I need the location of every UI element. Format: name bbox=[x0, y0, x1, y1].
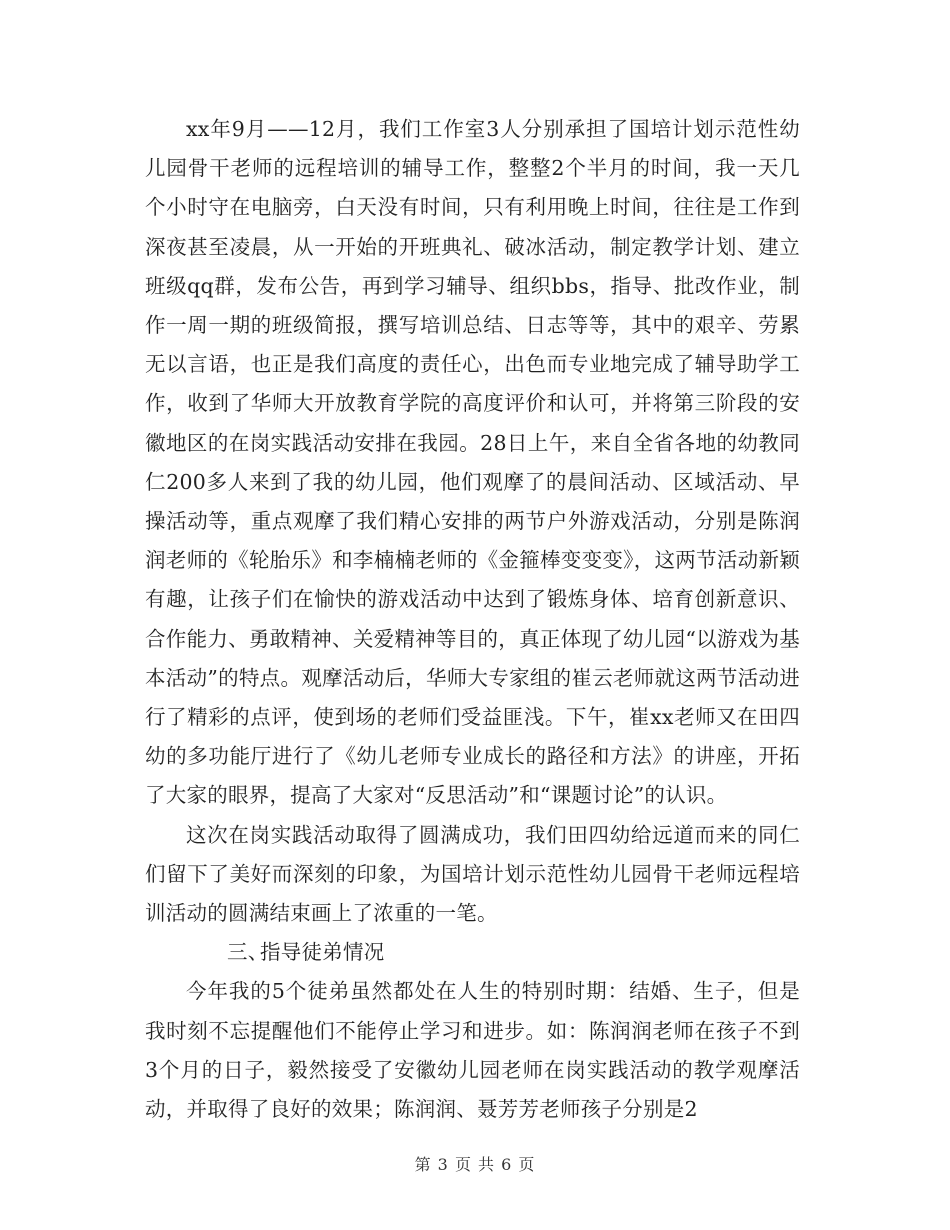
page-number-footer: 第 3 页 共 6 页 bbox=[414, 1155, 536, 1174]
document-body bbox=[145, 110, 800, 1129]
section-heading bbox=[145, 933, 800, 972]
paragraph-apprentices: 今年我的5个徒弟虽然都处在人生的特别时期：结婚、生子，但是我时刻不忘提醒他们不能停止学习和进步。如：陈润润老师在孩子不到3个月的日子，毅然接受了安徽幼儿园老师在岗实践活动的教学观摩活动，并取得了良好的效果；陈润润、聂芳芳老师孩子分别是2 bbox=[145, 979, 800, 1122]
paragraph-training-work: xx年9月——12月，我们工作室3人分别承担了国培计划示范性幼儿园骨干老师的远程培训的辅导工作，整整2个半月的时间，我一天几个小时守在电脑旁，白天没有时间，只有利用晚上时间，往往是工作到深夜甚至凌晨，从一开始的开班典礼、破冰活动，制定教学计划、建立班级qq群，发布公告，再到学习辅导、组织bbs，指导、批改作业，制作一周一期的班级简报，撰写培训总结、日志等等，其中的艰辛、劳累无以言语，也正是我们高度的责任心，出色而专业地完成了辅导助学工作，收到了华师大开放教育学院的高度评价和认可，并将第三阶段的安徽地区的在岗实践活动安排在我园。28日上午，来自全省各地的幼教同仁200多人来到了我的幼儿园，他们观摩了的晨间活动、区域活动、早操活动等，重点观摩了我们精心安排的两节户外游戏活动，分别是陈润润老师的《轮胎乐》和李楠楠老师的《金箍棒变变变》，这两节活动新颖有趣，让孩子们在愉快的游戏活动中达到了锻炼身体、培育创新意识、合作能力、勇敢精神、关爱精神等目的，真正体现了幼儿园“以游戏为基本活动”的特点。观摩活动后，华师大专家组的崔云老师就这两节活动进行了精彩的点评，使到场的老师们受益匪浅。下午，崔xx老师又在田四幼的多功能厅进行了《幼儿老师专业成长的路径和方法》的讲座，开拓了大家的眼界，提高了大家对“反思活动”和“课题讨论”的认识。 bbox=[145, 117, 800, 808]
paragraph-practice-success: 这次在岗实践活动取得了圆满成功，我们田四幼给远道而来的同仁们留下了美好而深刻的印象，为国培计划示范性幼儿园骨干老师远程培训活动的圆满结束画上了浓重的一笔。 bbox=[145, 822, 800, 926]
section-number: 三、 bbox=[227, 940, 269, 965]
section-title: 指导徒弟情况 bbox=[260, 940, 385, 965]
